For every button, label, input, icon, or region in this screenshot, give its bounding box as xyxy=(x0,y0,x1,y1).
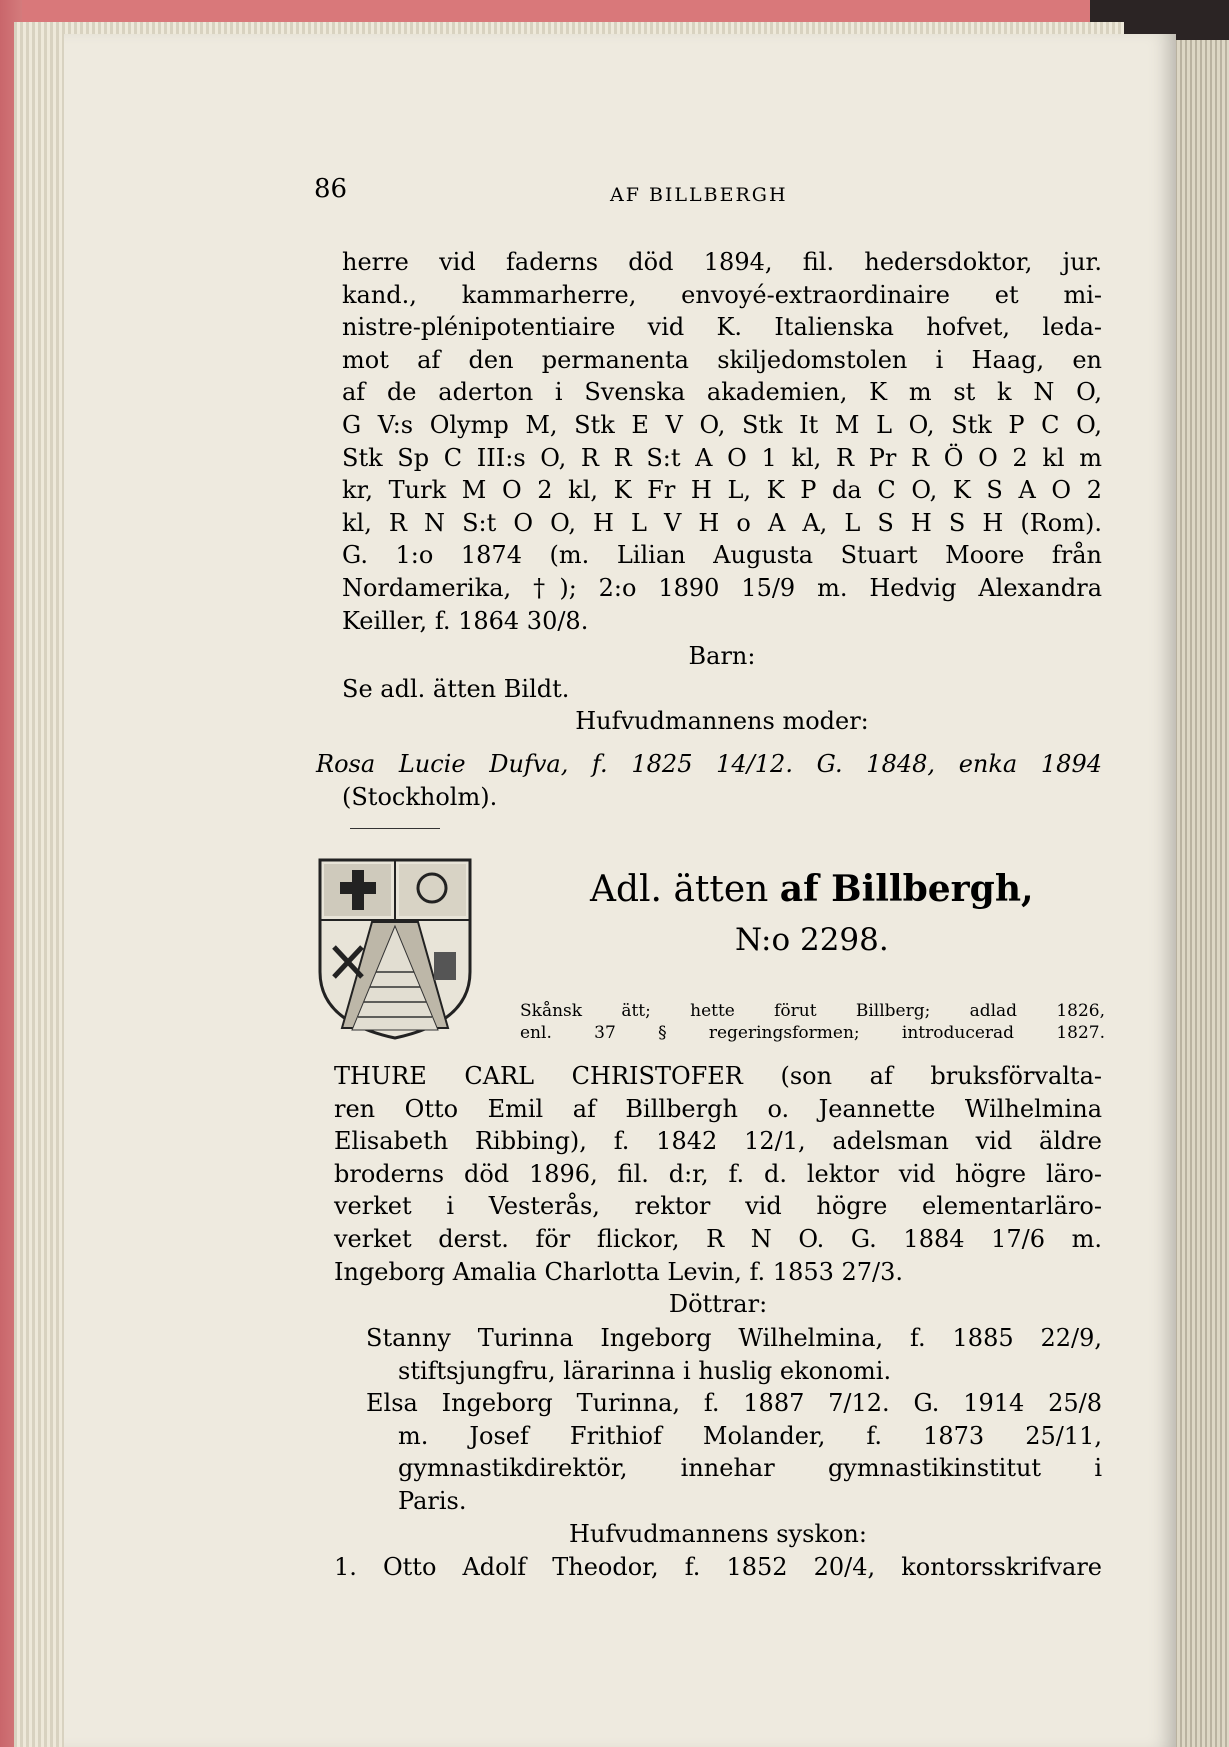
syskon-line: 1. Otto Adolf Theodor, f. 1852 20/4, kontorsskrifvare xyxy=(334,1552,1102,1581)
family-number: N:o 2298. xyxy=(735,922,889,958)
text-line: verket derst. för flickor, R N O. G. 1884 17/6 m. xyxy=(334,1224,1102,1253)
moder-line: Rosa Lucie Dufva, f. 1825 14/12. G. 1848, enka 1894 xyxy=(316,750,1102,778)
text-line: Keiller, f. 1864 30/8. xyxy=(342,606,589,635)
family-note xyxy=(520,1000,1105,1044)
running-head xyxy=(314,174,1114,204)
text-line: G. 1:o 1874 (m. Lilian Augusta Stuart Moore från xyxy=(342,541,1102,570)
daughter-line: gymnastikdirektör, innehar gymnastikinstitut i xyxy=(398,1454,1102,1483)
text-line: Stk Sp C III:s O, R R S:t A O 1 kl, R Pr R Ö O 2 kl m xyxy=(342,443,1102,472)
moder-section xyxy=(316,748,1102,813)
syskon-section xyxy=(334,1518,1102,1583)
moder-heading: Hufvudmannens moder: xyxy=(575,707,869,736)
text-line: verket i Vesterås, rektor vid högre elementarläro- xyxy=(334,1192,1102,1221)
main-paragraph xyxy=(334,1060,1102,1321)
dottrar-list xyxy=(366,1322,1102,1518)
text-line: G V:s Olymp M, Stk E V O, Stk It M L O, Stk P C O, xyxy=(342,410,1102,439)
barn-section xyxy=(342,640,1102,738)
top-paragraph xyxy=(342,246,1102,637)
barn-line: Se adl. ätten Bildt. xyxy=(342,674,570,703)
section-divider xyxy=(350,828,440,829)
page-number: 86 xyxy=(314,174,348,204)
text-line: herre vid faderns död 1894, fil. hedersdoktor, jur. xyxy=(342,248,1102,276)
text-line: ren Otto Emil af Billbergh o. Jeannette Wilhelmina xyxy=(334,1094,1102,1123)
right-page-edges xyxy=(1170,40,1229,1747)
text-line: kr, Turk M O 2 kl, K Fr H L, K P da C O, K S A O 2 xyxy=(342,476,1102,505)
text-line: broderns död 1896, fil. d:r, f. d. lektor vid högre läro- xyxy=(334,1159,1102,1188)
text-line: af de aderton i Svenska akademien, K m st k N O, xyxy=(342,378,1102,407)
text-line: mot af den permanenta skiljedomstolen i Haag, en xyxy=(342,345,1102,374)
text-line: Elisabeth Ribbing), f. 1842 12/1, adelsman vid äldre xyxy=(334,1127,1102,1156)
running-title: AF BILLBERGH xyxy=(610,184,788,206)
barn-heading: Barn: xyxy=(688,642,756,670)
moder-line: (Stockholm). xyxy=(342,782,498,811)
daughter-line: Stanny Turinna Ingeborg Wilhelmina, f. 1885 22/9, xyxy=(366,1324,1102,1352)
text-line: kl, R N S:t O O, H L V H o A A, L S H S H (Rom). xyxy=(342,508,1102,537)
heading-name: af Billbergh, xyxy=(779,868,1034,910)
family-heading xyxy=(590,868,1034,910)
daughter-line: Elsa Ingeborg Turinna, f. 1887 7/12. G. 1914 25/8 xyxy=(366,1389,1102,1418)
coat-of-arms-image xyxy=(312,852,478,1044)
text-line: THURE CARL CHRISTOFER (son af bruksförvalta- xyxy=(334,1062,1102,1090)
syskon-heading: Hufvudmannens syskon: xyxy=(569,1520,867,1548)
dottrar-heading: Döttrar: xyxy=(668,1290,768,1319)
note-line: enl. 37 § regeringsformen; introducerad 1827. xyxy=(520,1023,1105,1043)
text-line: Ingeborg Amalia Charlotta Levin, f. 1853 27/3. xyxy=(334,1257,904,1286)
text-line: nistre-plénipotentiaire vid K. Italienska hofvet, leda- xyxy=(342,313,1102,342)
text-line: Nordamerika, †); 2:o 1890 15/9 m. Hedvig Alexandra xyxy=(342,573,1102,602)
daughter-line: m. Josef Frithiof Molander, f. 1873 25/11, xyxy=(398,1421,1102,1450)
note-line: Skånsk ätt; hette förut Billberg; adlad 1826, xyxy=(520,1001,1105,1021)
daughter-line: stiftsjungfru, lärarinna i huslig ekonomi. xyxy=(398,1356,892,1385)
daughter-line: Paris. xyxy=(398,1486,467,1515)
heading-prefix: Adl. ätten xyxy=(590,869,769,910)
text-line: kand., kammarherre, envoyé-extraordinaire et mi- xyxy=(342,280,1102,309)
